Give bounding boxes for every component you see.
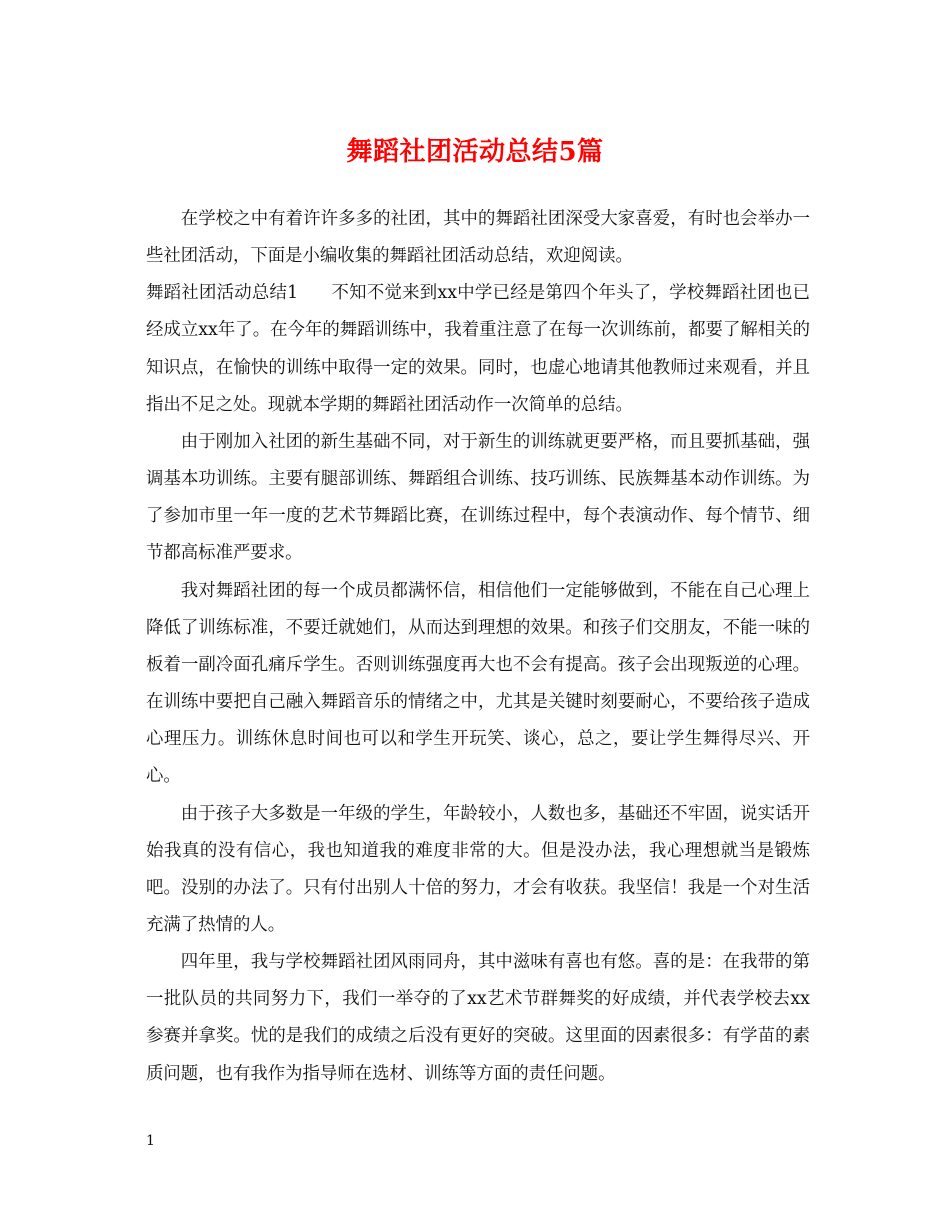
document-title: 舞蹈社团活动总结5篇 bbox=[346, 137, 604, 167]
section-text: 不知不觉来到xx中学已经是第四个年头了，学校舞蹈社团也已经成立xx年了。在今年的舞蹈训练中，我着重注意了在每一次训练前，都要了解相关的知识点，在愉快的训练中取得一定的效果。同时，也虚心地请其他教师过来观看，并且指出不足之处。现就本学期的舞蹈社团活动作一次简单的总结。 bbox=[146, 283, 810, 415]
section-heading: 舞蹈社团活动总结1 bbox=[146, 283, 299, 304]
intro-paragraph: 在学校之中有着许许多多的社团，其中的舞蹈社团深受大家喜爱，有时也会举办一些社团活动，下面是小编收集的舞蹈社团活动总结，欢迎阅读。 bbox=[146, 209, 810, 267]
section-paragraph bbox=[146, 275, 810, 424]
body-paragraph-trust: 我对舞蹈社团的每一个成员都满怀信，相信他们一定能够做到，不能在自己心理上降低了训练标准，不要迁就她们，从而达到理想的效果。和孩子们交朋友，不能一味的板着一副冷面孔痛斥学生。否则训练强度再大也不会有提高。孩子会出现叛逆的心理。在训练中要把自己融入舞蹈音乐的情绪之中，尤其是关键时刻要耐心，不要给孩子造成心理压力。训练休息时间也可以和学生开玩笑、谈心，总之，要让学生舞得尽兴、开心。 bbox=[146, 580, 810, 787]
body-paragraph-four-years: 四年里，我与学校舞蹈社团风雨同舟，其中滋味有喜也有悠。喜的是：在我带的第一批队员的共同努力下，我们一举夺的了xx艺术节群舞奖的好成绩，并代表学校去xx参赛并拿奖。忧的是我们的成绩之后没有更好的突破。这里面的因素很多：有学苗的素质问题，也有我作为指导师在选材、训练等方面的责任问题。 bbox=[146, 952, 810, 1084]
body-paragraph-training: 由于刚加入社团的新生基础不同，对于新生的训练就更要严格，而且要抓基础，强调基本功训练。主要有腿部训练、舞蹈组合训练、技巧训练、民族舞基本动作训练。为了参加市里一年一度的艺术节舞蹈比赛，在训练过程中，每个表演动作、每个情节、细节都高标准严要求。 bbox=[146, 431, 810, 564]
page-number: 1 bbox=[146, 1133, 155, 1149]
body-paragraph-confidence: 由于孩子大多数是一年级的学生，年龄较小，人数也多，基础还不牢固，说实话开始我真的没有信心，我也知道我的难度非常的大。但是没办法，我心理想就当是锻炼吧。没别的办法了。只有付出别人十倍的努力，才会有收获。我坚信！我是一个对生活充满了热情的人。 bbox=[146, 803, 810, 935]
document-body bbox=[146, 201, 810, 1093]
